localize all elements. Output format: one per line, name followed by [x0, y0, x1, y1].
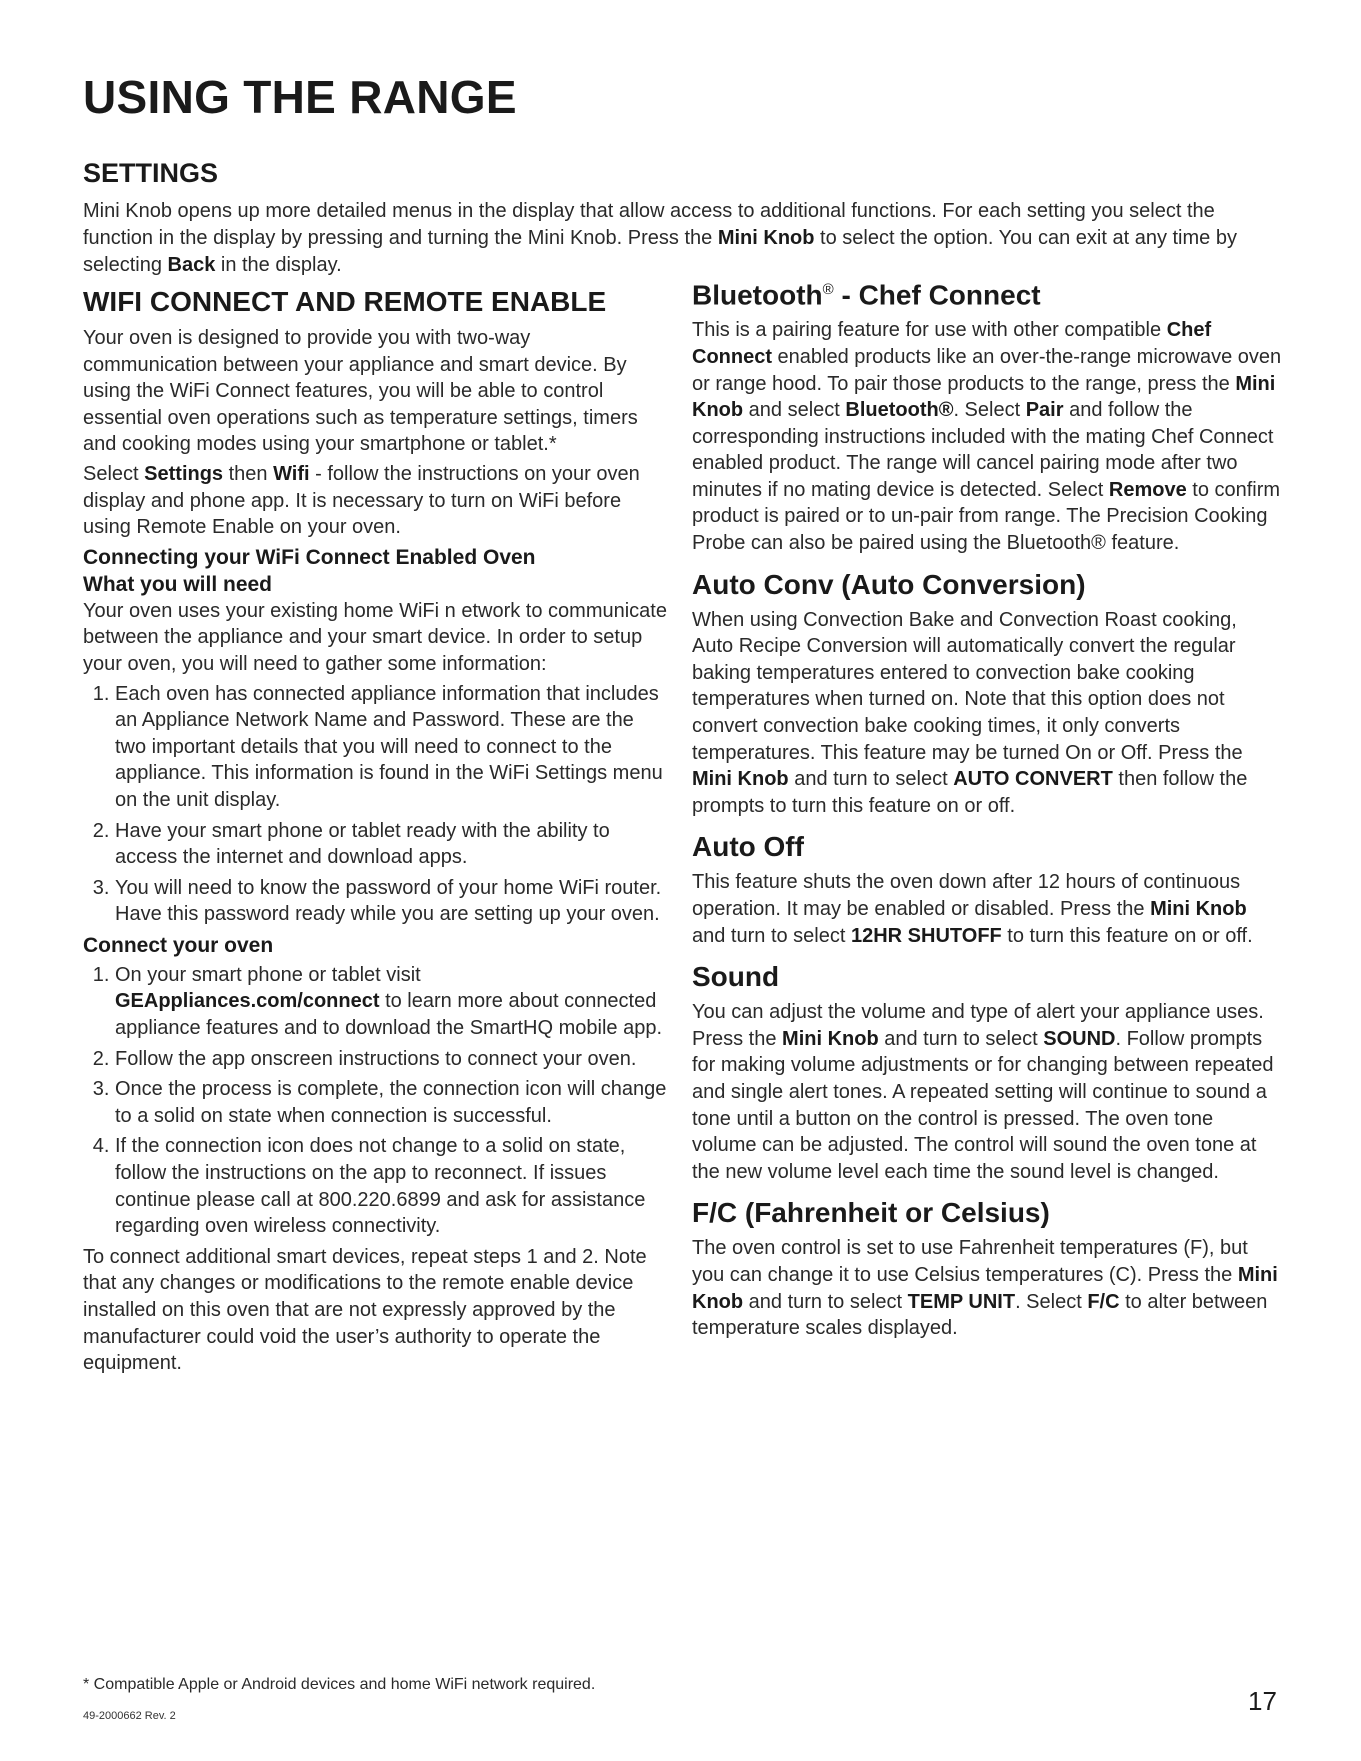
page-number: 17: [1248, 1686, 1277, 1716]
section-title: SETTINGS: [83, 158, 219, 188]
additional-devices-paragraph: To connect additional smart devices, repeat steps 1 and 2. Note that any changes or modifications to the remote enable device installed on this oven that are not expressly approved by the manufacturer could void the user’s authority to operate the equipment.: [83, 1245, 647, 1375]
connect-url-link[interactable]: GEAppliances.com/connect: [115, 990, 380, 1013]
wifi-intro-paragraph: Your oven is designed to provide you with two-way communication between your appliance and smart device. By using the WiFi Connect features, you will be able to control essential oven operations such as temperature settings, timers and cooking modes using your smartphone or tablet.*: [83, 327, 638, 456]
right-column: [692, 272, 1282, 1352]
what-you-need-subheading: What you will need: [83, 572, 273, 596]
list-item: 2. Follow the app onscreen instructions to connect your oven.: [115, 1046, 668, 1073]
list-item: 2. Have your smart phone or tablet ready with the ability to access the internet and download apps.: [115, 818, 668, 871]
intro-paragraph: Mini Knob opens up more detailed menus in the display that allow access to additional functions. For each setting you select the function in the display by pressing and turning the Mini Knob. Press the Mini Knob to select the option. You can exit at any time by selecting Back in the display.: [83, 200, 1237, 276]
bluetooth-paragraph: This is a pairing feature for use with other compatible Chef Connect enabled products like an over-the-range microwave oven or range hood. To pair those products to the range, press the Mini Knob and select Bluetooth®. Select Pair and follow the corresponding instructions included with the mating Chef Connect enabled product. The range will cancel pairing mode after two minutes if no mating device is detected. Select Remove to confirm product is paired or to un-pair from range. The Precision Cooking Probe can also be paired using the Bluetooth® feature.: [692, 319, 1282, 555]
page-title: USING THE RANGE: [83, 71, 517, 123]
sound-paragraph: You can adjust the volume and type of alert your appliance uses. Press the Mini Knob and turn to select SOUND. Follow prompts for making volume adjustments or for changing between repeated and single alert tones. A repeated setting will continue to sound a tone until a button on the control is pressed. The oven tone volume can be adjusted. The control will sound the oven tone at the new volume level each time the sound level is changed.: [692, 1001, 1274, 1183]
fc-paragraph: The oven control is set to use Fahrenheit temperatures (F), but you can change it to use Celsius temperatures (C). Press the Mini Knob and turn to select TEMP UNIT. Select F/C to alter between temperature scales displayed.: [692, 1237, 1278, 1340]
sound-heading: Sound: [692, 961, 780, 993]
autooff-paragraph: This feature shuts the oven down after 12 hours of continuous operation. It may be enabled or disabled. Press the Mini Knob and turn to select 12HR SHUTOFF to turn this feature on or off.: [692, 871, 1253, 947]
connect-oven-subheading: Connect your oven: [83, 933, 274, 957]
list-item: 1. Each oven has connected appliance information that includes an Appliance Network Name and Password. These are the two important details that you will need to connect to the appliance. This information is found in the WiFi Settings menu on the unit display.: [115, 681, 668, 814]
list-item: 3. You will need to know the password of your home WiFi router. Have this password ready while you are setting up your oven.: [115, 875, 668, 928]
autoconv-paragraph: When using Convection Bake and Convection Roast cooking, Auto Recipe Conversion will automatically convert the regular baking temperatures entered to convection bake cooking temperatures when turned on. Note that this option does not convert convection bake cooking times, it only converts temperatures. This feature may be turned On or Off. Press the Mini Knob and turn to select AUTO CONVERT then follow the prompts to turn this feature on or off.: [692, 608, 1248, 817]
need-intro-paragraph: Your oven uses your existing home WiFi n etwork to communicate between the appliance and your smart device. In order to setup your oven, you will need to gather some information:: [83, 599, 667, 675]
connect-list: [83, 962, 668, 1240]
bluetooth-heading: Bluetooth® - Chef Connect: [692, 279, 1041, 311]
wifi-settings-paragraph: Select Settings then Wifi - follow the instructions on your oven display and phone app. It is necessary to turn on WiFi before using Remote Enable on your oven.: [83, 462, 640, 539]
fc-heading: F/C (Fahrenheit or Celsius): [692, 1197, 1050, 1229]
wifi-heading: WIFI CONNECT AND REMOTE ENABLE: [83, 286, 607, 317]
list-item: 1. On your smart phone or tablet visit GEAppliances.com/connect to learn more about connected appliance features and to download the SmartHQ mobile app.: [115, 962, 668, 1042]
footnote: * Compatible Apple or Android devices and home WiFi network required.: [83, 1676, 596, 1693]
list-item: 4. If the connection icon does not change to a solid on state, follow the instructions on the app to reconnect. If issues continue please call at 800.220.6899 and ask for assistance regarding oven wireless connectivity.: [115, 1133, 668, 1239]
connecting-subheading: Connecting your WiFi Connect Enabled Oven: [83, 545, 536, 569]
left-column: [83, 284, 668, 1380]
autooff-heading: Auto Off: [692, 831, 804, 863]
list-item: 3. Once the process is complete, the connection icon will change to a solid on state when connection is successful.: [115, 1076, 668, 1129]
document-number: 49-2000662 Rev. 2: [83, 1710, 176, 1722]
autoconv-heading: Auto Conv (Auto Conversion): [692, 568, 1086, 600]
need-list: [83, 681, 668, 928]
